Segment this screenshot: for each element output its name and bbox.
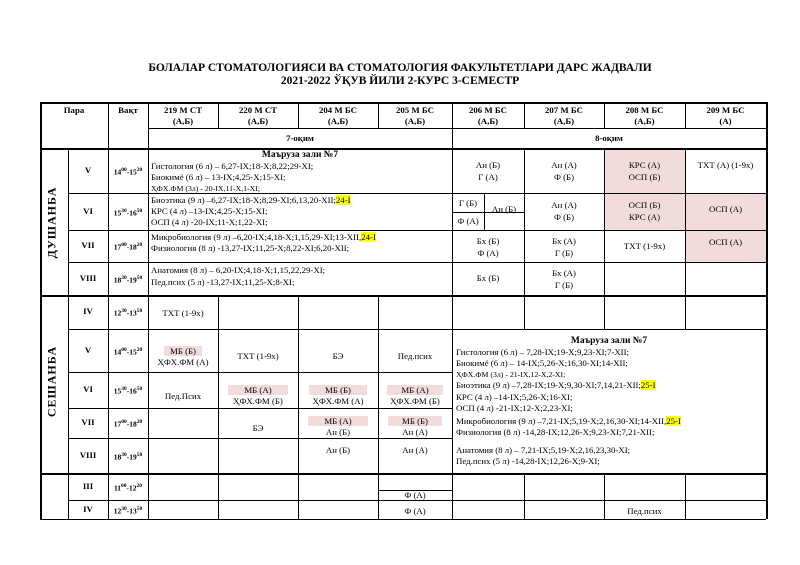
para-number: V [84, 164, 92, 175]
time-slot: $17^{00}-18^{20}$ [113, 242, 143, 252]
para-number: IV [83, 306, 93, 316]
grid-line [685, 295, 686, 329]
class-entry: ТХТ (1-9х) [162, 308, 204, 318]
lecture-line: Биокимё (6 л) – 14-IX;5,26-X;16,30-XI;14-XII; [456, 358, 628, 368]
time-slot: $14^{00}-15^{20}$ [113, 166, 143, 176]
class-entry: Пед.псих [397, 351, 433, 361]
class-entry: Ф (Б) [553, 212, 575, 222]
grid-line [68, 262, 766, 263]
class-entry: ТХТ (1-9х) [623, 241, 666, 251]
lecture-line: Анатомия (8 л) – 6,20-IX;4,18-X;1,15,22,29-XI; [151, 265, 326, 275]
grid-line [68, 408, 452, 409]
grid-line [40, 519, 766, 520]
highlight-cell [604, 149, 685, 193]
class-entry: КРС (А) [628, 212, 661, 222]
class-entry-pink: МБ (Б) [388, 416, 442, 426]
lecture-line: Физиология (8 л) -14,28-IX;12,26-X;9,23-XI;7,21-XII; [456, 427, 655, 437]
header-group-sub: (А,Б) [172, 116, 194, 126]
para-number: VI [83, 384, 93, 394]
day-label-tuesday: СЕШАНБА [44, 345, 59, 418]
grid-line [218, 473, 219, 519]
time-slot: $15^{30}-16^{50}$ [113, 386, 143, 396]
class-entry: Бх (А) [552, 236, 576, 246]
para-number: VI [83, 205, 93, 216]
time-slot: $14^{00}-15^{20}$ [113, 346, 143, 356]
date-highlight: 25-I [666, 416, 681, 426]
class-entry: Ан (Б) [475, 160, 501, 170]
header-group-sub: (А,Б) [634, 116, 655, 126]
class-entry: Ф (А) [404, 506, 426, 516]
lecture-line: ҲФХ.ФМ (3л) - 20-IX,11-X,1-XI; [151, 184, 261, 193]
lecture-line: Биокимё (6 л) – 13-IX;4,25-X;15-XI; [151, 172, 286, 182]
header-group-sub: (А,Б) [247, 116, 269, 126]
class-entry: Ан (Б) [325, 445, 351, 455]
class-entry: ҲФХ.ФМ (Б) [390, 396, 440, 406]
class-entry: Г (Б) [554, 280, 574, 290]
header-group-sub: (А) [719, 116, 732, 126]
time-slot: $17^{00}-18^{20}$ [113, 419, 143, 429]
header-group: 207 М БС [544, 105, 583, 115]
header-group: 206 М БС [468, 105, 507, 115]
grid-line [68, 372, 452, 373]
day-label-monday: ДУШАНБА [44, 186, 59, 259]
class-entry: Г (А) [478, 172, 498, 182]
lecture-line: Микробиология (9 л) –7,21-IX;5,19-X;2,16,30-XI;14-XII,25-I [456, 416, 681, 426]
class-entry: Ан (А) [402, 445, 428, 455]
header-group: 209 М БС [706, 105, 745, 115]
class-entry: Бх (Б) [476, 236, 500, 246]
class-entry: ОСП (А) [708, 204, 743, 214]
grid-line [524, 473, 525, 519]
class-entry [378, 416, 452, 427]
class-entry: Пед.Псих [164, 391, 202, 401]
date-highlight: 24-I [335, 195, 351, 205]
class-entry: Ан (Б) [491, 204, 517, 214]
time-slot: $12^{30}-13^{50}$ [113, 505, 143, 515]
header-group: 204 М БС [318, 105, 357, 115]
class-entry-pink: МБ (А) [228, 385, 287, 395]
class-entry: Г (Б) [458, 198, 478, 208]
grid-line [685, 473, 686, 519]
schedule-title: БОЛАЛАР СТОМАТОЛОГИЯСИ ВА СТОМАТОЛОГИЯ ФАКУЛЬТЕТЛАРИ ДАРС ЖАДВАЛИ [148, 62, 652, 74]
lecture-line: Гистология (6 л) – 6,27-IX;18-X;8,22;29-XI; [151, 161, 314, 171]
lecture-line: Пед.псих (5 л) -13,27-IX;11,25-X;8-XI; [151, 277, 295, 287]
class-entry [298, 385, 378, 396]
para-number: VII [81, 240, 95, 250]
lecture-line: Биоэтика (9 л) –7,28-IX;19-X;9,30-XI;7,14,21-XII;25-I [456, 380, 656, 390]
grid-line [40, 102, 42, 519]
class-entry: Бх (Б) [476, 273, 500, 283]
class-entry [378, 385, 452, 396]
class-entry: Бх (А) [552, 268, 576, 278]
class-entry: Ф (Б) [553, 172, 575, 182]
time-slot: $11^{00}-12^{20}$ [113, 482, 143, 492]
class-entry: Ан (Б) [325, 427, 351, 437]
header-group: 219 М СТ [163, 105, 203, 115]
stream-right: 8-оқим [595, 133, 623, 143]
grid-line [68, 148, 69, 519]
class-entry: Ан (А) [551, 160, 577, 170]
header-para: Пара [63, 105, 85, 115]
grid-line [298, 473, 299, 519]
header-group-sub: (А,Б) [553, 116, 575, 126]
time-slot: $12^{30}-13^{50}$ [113, 308, 143, 318]
class-entry: ТХТ (А) (1-9х) [697, 160, 754, 170]
lecture-line: ОСП (4 л) -21-IX;12-X;2,23-XI; [456, 403, 573, 413]
header-group-sub: (А,Б) [477, 116, 499, 126]
lecture-hall: Маъруза зали №7 [261, 150, 339, 160]
para-number: VIII [79, 272, 97, 283]
lecture-line: Микробиология (9 л) –6,20-IX;4,18-X;1,15,29-XI;13-XII,24-I [151, 232, 376, 242]
class-entry-pink: МБ (А) [308, 416, 367, 426]
lecture-line: Биоэтика (9 л) –6,27-IX;18-X;8,29-XI;6,13,20-XII;24-I [151, 195, 351, 205]
header-group: 205 М БС [395, 105, 434, 115]
class-entry: ҲФХ.ФМ (Б) [233, 396, 283, 406]
class-entry [298, 416, 378, 427]
class-entry: БЭ [332, 351, 344, 361]
class-entry: ҲФХ.ФМ (А) [312, 396, 364, 406]
para-number: IV [83, 503, 93, 514]
class-entry [218, 385, 298, 396]
class-entry-pink: МБ (Б) [309, 385, 367, 395]
class-entry: БЭ [252, 423, 264, 433]
class-entry-pink: МБ (Б) [164, 346, 202, 356]
grid-line [68, 230, 766, 231]
class-entry-pink: МБ (А) [387, 385, 442, 395]
grid-line [68, 438, 452, 439]
lecture-line: Гистология (6 л) – 7,28-IX;19-X;9,23-XI;7-XII; [456, 347, 629, 357]
grid-line [766, 102, 768, 519]
grid-line [148, 128, 766, 129]
header-vaqt: Вақт [118, 105, 138, 115]
header-group: 208 М БС [625, 105, 664, 115]
class-entry: ОСП (Б) [628, 172, 661, 182]
header-group: 220 М СТ [238, 105, 278, 115]
time-slot: $18^{30}-19^{50}$ [113, 451, 143, 461]
class-entry: КРС (А) [628, 160, 661, 170]
lecture-line: ОСП (4 л) -20-IX;11-X;1,22-XI; [151, 217, 268, 227]
lecture-line: КРС (4 л) –14-IX;5,26-X;16-XI; [456, 392, 573, 402]
lecture-line: Пед.псих (5 л) -14,28-IX;12,26-X;9-XI; [456, 456, 600, 466]
lecture-line: Анатомия (8 л) – 7,21-IX;5,19-X;2,16,23,30-XI; [456, 445, 631, 455]
lecture-line: ҲФХ.ФМ (3л) - 21-IX,12-X,2-XI; [456, 370, 566, 379]
class-entry [148, 346, 218, 357]
grid-line [524, 295, 525, 329]
class-entry: Ан (А) [551, 200, 577, 210]
date-highlight: 24-I [361, 232, 376, 242]
date-highlight: 25-I [640, 380, 656, 390]
class-entry: ТХТ (1-9х) [237, 351, 279, 361]
class-entry: ОСП (Б) [628, 200, 661, 210]
lecture-hall: Маъруза зали №7 [570, 336, 648, 346]
time-slot: $18^{30}-19^{50}$ [113, 274, 143, 284]
schedule-subtitle: 2021-2022 ЎҚУВ ЙИЛИ 2-КУРС 3-СЕМЕСТР [280, 75, 520, 87]
para-number: V [84, 344, 92, 355]
header-group-sub: (А,Б) [327, 116, 349, 126]
class-entry: Г (Б) [554, 248, 574, 258]
class-entry: Пед.псих [627, 506, 662, 516]
class-entry: ОСП (А) [708, 237, 743, 247]
stream-left: 7-оқим [286, 133, 314, 143]
lecture-line: КРС (4 л) –13-IX;4,25-X;15-XI; [151, 206, 268, 216]
lecture-line: Физиология (8 л) -13,27-IX;11,25-X;8,22-XI;6,20-XII; [151, 243, 350, 253]
grid-line [68, 329, 766, 330]
grid-line [218, 295, 219, 473]
time-slot: $15^{30}-16^{50}$ [113, 207, 143, 217]
para-number: VII [81, 417, 95, 427]
class-entry: Ф (А) [404, 490, 426, 500]
class-entry: Ф (А) [477, 248, 499, 258]
class-entry: Ан (А) [402, 427, 428, 437]
class-entry: Ф (А) [457, 216, 479, 226]
class-entry: ҲФХ.ФМ (А) [157, 357, 209, 367]
header-group-sub: (А,Б) [404, 116, 426, 126]
para-number: III [82, 480, 94, 491]
grid-line [604, 295, 605, 329]
para-number: VIII [79, 449, 97, 460]
